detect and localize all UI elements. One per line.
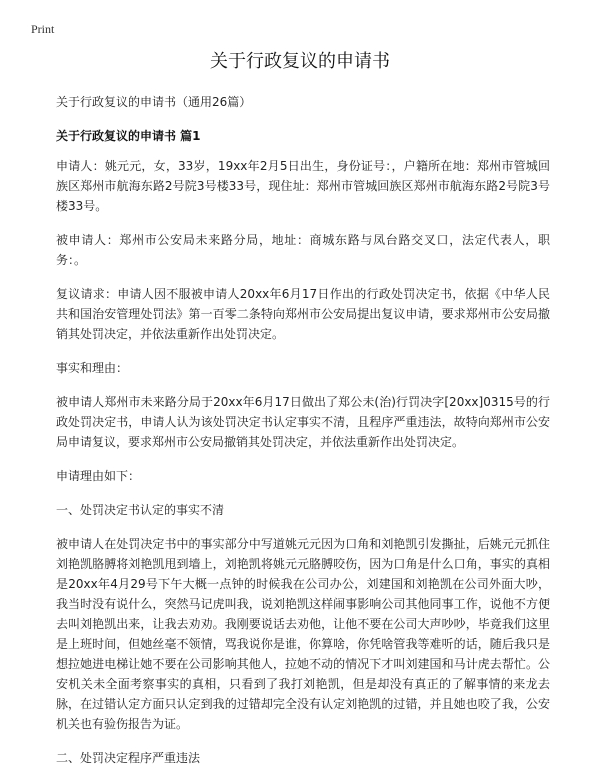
document-subtitle: 关于行政复议的申请书（通用26篇）	[56, 95, 252, 109]
paragraph-reason-one-body: 被申请人在处罚决定书中的事实部分中写道姚元元因为口角和刘艳凯引发撕扯，后姚元元抓住刘艳凯胳膊将刘艳凯甩到墙上，刘艳凯将姚元元胳膊咬伤，因为口角是什么口角，事实的真相是20xx年4月29号下午大概一点钟的时候我在公司办公，刘建国和刘艳凯在公司外面大吵，我当时没有说什么，突然马记虎叫我，说刘艳凯这样闹事影响公司其他同事工作，说他不方便去叫刘艳凯出来，让我去劝劝。我刚要说话去劝他，让他不要在公司大声吵吵，毕竟我们这里是上班时间，但她丝毫不领情，骂我说你是谁，你算啥，你凭啥管我等难听的话，随后我只是想拉她进电梯让她不要在公司影响其他人，拉她不动的情况下才叫刘建国和马计虎去帮忙。公安机关未全面考察事实的真相，只看到了我打刘艳凯，但是却没有真正的了解事情的来龙去脉，在过错认定方面只认定到我的过错却完全没有认定刘艳凯的过错，并且她也咬了我，公安机关也有验伤报告为证。	[56, 537, 550, 731]
paragraph-reason-one-heading: 一、处罚决定书认定的事实不清	[56, 503, 225, 517]
paragraph-facts: 被申请人郑州市未来路分局于20xx年6月17日做出了郑公未(治)行罚决字[20xx]0315号的行政处罚决定书，申请人认为该处罚决定书认定事实不清，且程序严重违法，故特向郑州市公安局申请复议，要求郑州市公安局撤销其处罚决定，并依法重新作出处罚决定。	[56, 395, 550, 449]
section-heading: 关于行政复议的申请书 篇1	[56, 129, 201, 143]
paragraph-facts-heading: 事实和理由：	[56, 361, 129, 375]
paragraph-applicant: 申请人：姚元元，女，33岁，19xx年2月5日出生，身份证号：，户籍所在地：郑州市管城回族区郑州市航海东路2号院3号楼33号，现住址：郑州市管城回族区郑州市航海东路2号院3号楼33号。	[56, 159, 550, 213]
paragraph-respondent: 被申请人：郑州市公安局未来路分局，地址：商城东路与凤台路交叉口，法定代表人，职务：。	[56, 233, 550, 267]
paragraph-reasons-heading: 申请理由如下：	[56, 469, 141, 483]
paragraph-reason-two-heading: 二、处罚决定程序严重违法	[56, 751, 201, 765]
print-link[interactable]: Print	[31, 22, 55, 36]
document-title: 关于行政复议的申请书	[210, 51, 390, 72]
document-body	[56, 92, 550, 776]
paragraph-review-request: 复议请求：申请人因不服被申请人20xx年6月17日作出的行政处罚决定书，依据《中华人民共和国治安管理处罚法》第一百零二条特向郑州市公安局提出复议申请，要求郑州市公安局撤销其处罚决定，并依法重新作出处罚决定。	[56, 287, 550, 341]
